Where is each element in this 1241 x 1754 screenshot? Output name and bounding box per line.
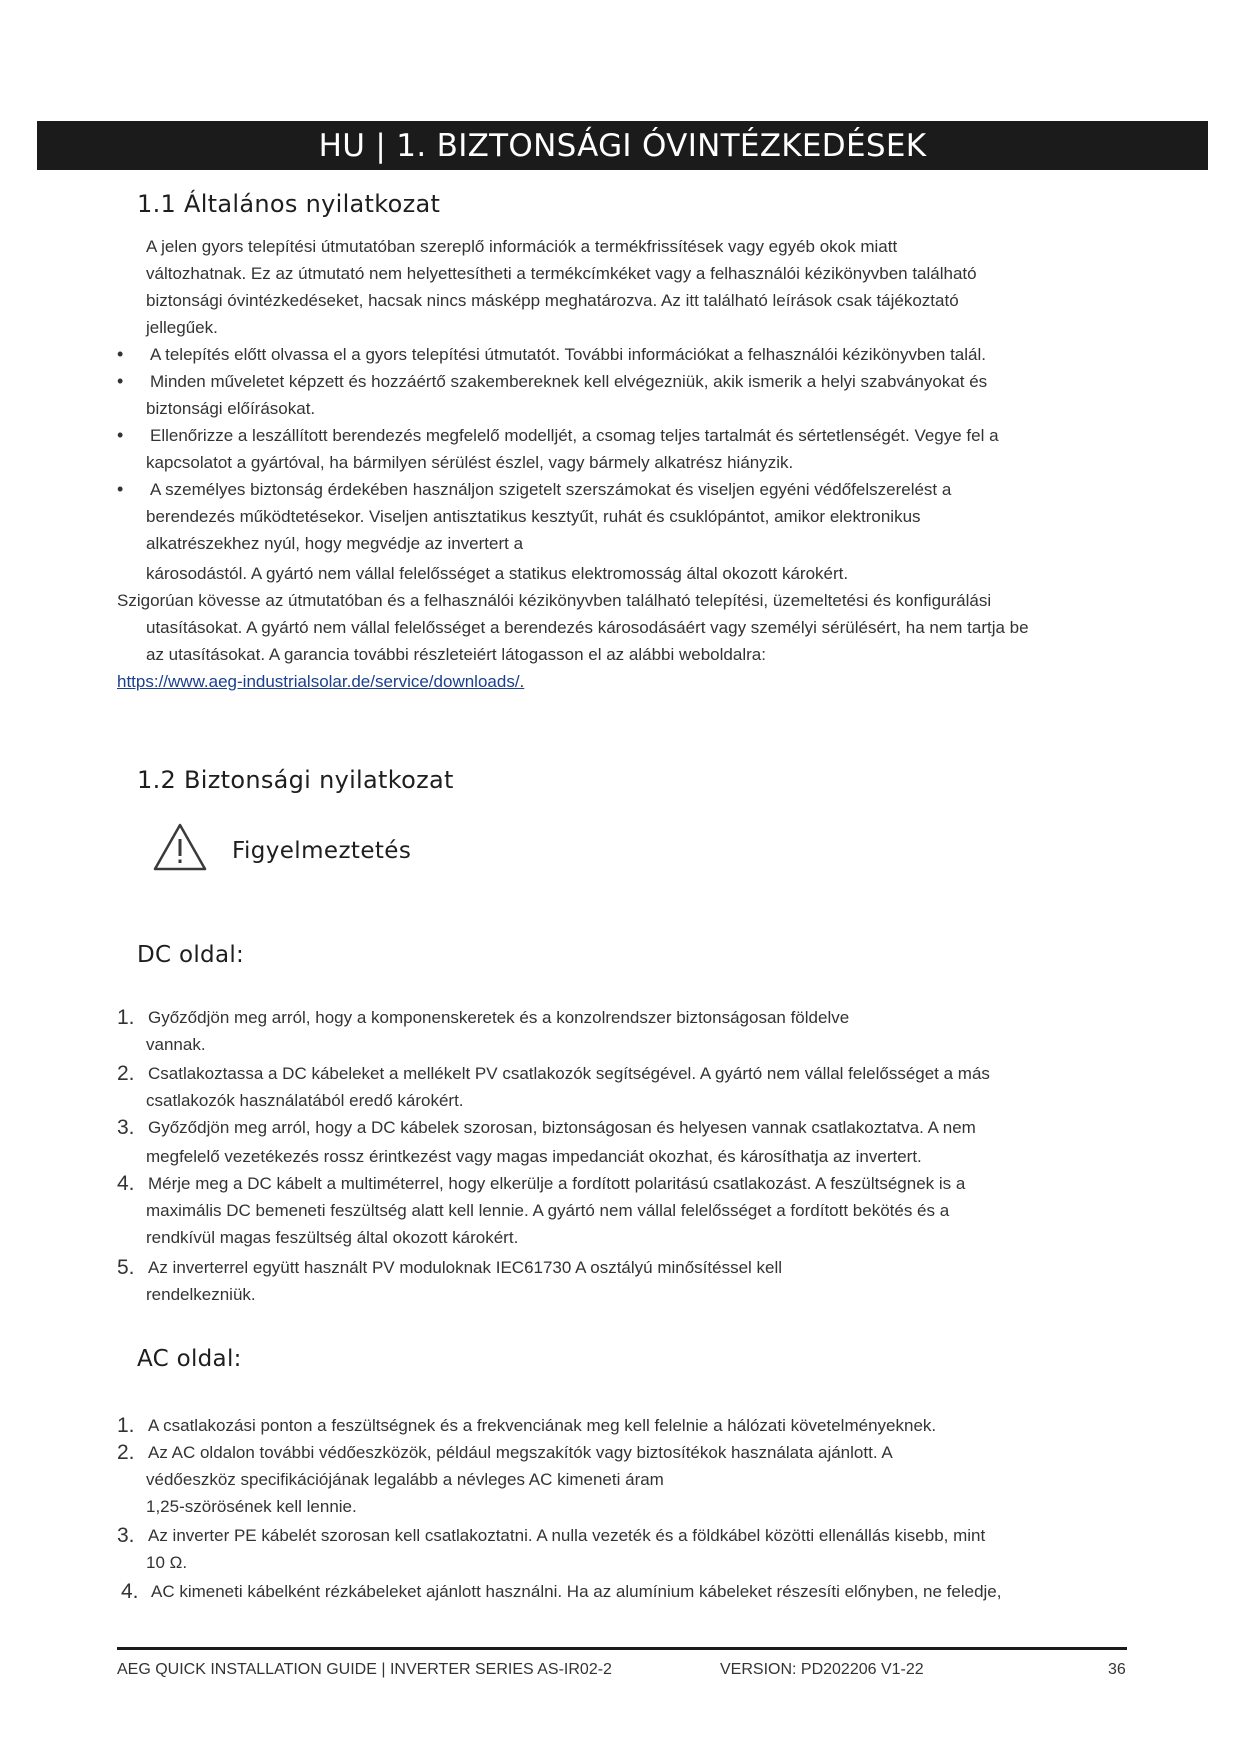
dc-item-line: Csatlakoztassa a DC kábeleket a mellékelt PV csatlakozók segítségével. A gyártó nem vállal felelősséget a más [148,1064,990,1083]
dc-item-number: 5. [117,1256,135,1279]
section-heading-general: 1.1 Általános nyilatkozat [137,190,441,218]
bullet-marker: • [117,425,124,445]
ac-item-number: 3. [117,1524,135,1547]
bullet-marker: • [117,479,124,499]
bullet-line: alkatrészekhez nyúl, hogy megvédje az invertert a [146,534,524,553]
page-header: HU | 1. BIZTONSÁGI ÓVINTÉZKEDÉSEK [37,121,1208,170]
downloads-link-text[interactable]: https://www.aeg-industrialsolar.de/service/downloads/ [117,672,520,691]
ac-item-number: 1. [117,1414,135,1437]
ac-heading: AC oldal: [137,1346,242,1372]
dc-item-line: megfelelő vezetékezés rossz érintkezést vagy magas impedanciát okozhat, és károsíthatja az invertert. [146,1147,922,1166]
ac-item-line: 10 Ω. [146,1553,188,1572]
bullet-line: károsodástól. A gyártó nem vállal felelősséget a statikus elektromosság által okozott károkért. [146,564,849,583]
footer-guide-title: AEG QUICK INSTALLATION GUIDE | INVERTER SERIES AS-IR02-2 [117,1661,612,1678]
dc-item-line: rendkívül magas feszültség által okozott károkért. [146,1228,519,1247]
bullet-marker: • [117,344,124,364]
bullet-line: biztonsági előírásokat. [146,399,316,418]
dc-item-number: 4. [117,1172,135,1195]
ac-item-line: A csatlakozási ponton a feszültségnek és a frekvenciának meg kell felelnie a hálózati követelményeknek. [148,1416,937,1435]
closing-line: utasításokat. A gyártó nem vállal felelősséget a berendezés károsodásáért vagy személyi sérülésért, ha nem tartja be [146,618,1029,637]
ac-item-number: 4. [121,1580,139,1603]
dc-item-line: Győződjön meg arról, hogy a komponenskeretek és a konzolrendszer biztonságosan földelve [148,1008,850,1027]
link-suffix: . [519,672,525,691]
ac-item-line: AC kimeneti kábelként rézkábeleket ajánlott használni. Ha az alumínium kábeleket részesíti előnyben, ne feledje, [151,1582,1002,1601]
ac-item-line: Az AC oldalon további védőeszközök, például megszakítók vagy biztosítékok használata ajánlott. A [148,1443,893,1462]
dc-item-line: rendelkezniük. [146,1285,256,1304]
ac-item-number: 2. [117,1441,135,1464]
dc-item-line: Az inverterrel együtt használt PV moduloknak IEC61730 A osztályú minősítéssel kell [148,1258,783,1277]
footer-divider [117,1647,1127,1650]
ac-item-line: védőeszköz specifikációjának legalább a névleges AC kimeneti áram [146,1470,664,1489]
intro-line: biztonsági óvintézkedéseket, hacsak nincs másképp meghatározva. Az itt található leírások csak tájékoztató [146,291,959,310]
warning-triangle-icon [152,822,208,872]
dc-item-line: csatlakozók használatából eredő károkért. [146,1091,464,1110]
intro-line: jellegűek. [146,318,218,337]
bullet-line: berendezés működtetésekor. Viseljen antisztatikus kesztyűt, ruhát és csuklópántot, amikor elektronikus [146,507,921,526]
dc-heading: DC oldal: [137,942,245,968]
bullet-marker: • [117,371,124,391]
dc-item-number: 1. [117,1006,135,1029]
footer-page-number: 36 [1108,1661,1126,1678]
downloads-link[interactable] [117,668,524,695]
section-heading-safety: 1.2 Biztonsági nyilatkozat [137,766,454,794]
intro-line: változhatnak. Ez az útmutató nem helyettesítheti a termékcímkéket vagy a felhasználói kézikönyvben található [146,264,977,283]
warning-label: Figyelmeztetés [232,838,412,864]
closing-line: az utasításokat. A garancia további részleteiért látogasson el az alábbi weboldalra: [146,645,766,664]
dc-item-line: Mérje meg a DC kábelt a multiméterrel, hogy elkerülje a fordított polaritású csatlakozást. A feszültségnek is a [148,1174,966,1193]
closing-line: Szigorúan kövesse az útmutatóban és a felhasználói kézikönyvben található telepítési, üzemeltetési és konfigurálási [117,591,992,610]
ac-item-line: Az inverter PE kábelét szorosan kell csatlakoztatni. A nulla vezeték és a földkábel közötti ellenállás kisebb, mint [148,1526,986,1545]
bullet-line: kapcsolatot a gyártóval, ha bármilyen sérülést észlel, vagy bármely alkatrész hiányzik. [146,453,794,472]
bullet-line: Minden műveletet képzett és hozzáértő szakembereknek kell elvégezniük, akik ismerik a helyi szabványokat és [150,372,988,391]
dc-item-line: maximális DC bemeneti feszültség alatt kell lennie. A gyártó nem vállal felelősséget a fordított bekötés és a [146,1201,950,1220]
bullet-line: A telepítés előtt olvassa el a gyors telepítési útmutatót. További információkat a felhasználói kézikönyvben talál. [150,345,986,364]
dc-item-number: 3. [117,1116,135,1139]
ac-item-line: 1,25-szörösének kell lennie. [146,1497,357,1516]
dc-item-number: 2. [117,1062,135,1085]
intro-line: A jelen gyors telepítési útmutatóban szereplő információk a termékfrissítések vagy egyéb okok miatt [146,237,898,256]
dc-item-line: Győződjön meg arról, hogy a DC kábelek szorosan, biztonságosan és helyesen vannak csatlakoztatva. A nem [148,1118,976,1137]
bullet-line: A személyes biztonság érdekében használjon szigetelt szerszámokat és viseljen egyéni védőfelszerelést a [150,480,952,499]
dc-item-line: vannak. [146,1035,206,1054]
footer-version: VERSION: PD202206 V1-22 [720,1661,924,1678]
bullet-line: Ellenőrizze a leszállított berendezés megfelelő modelljét, a csomag teljes tartalmát és sértetlenségét. Vegye fel a [150,426,999,445]
